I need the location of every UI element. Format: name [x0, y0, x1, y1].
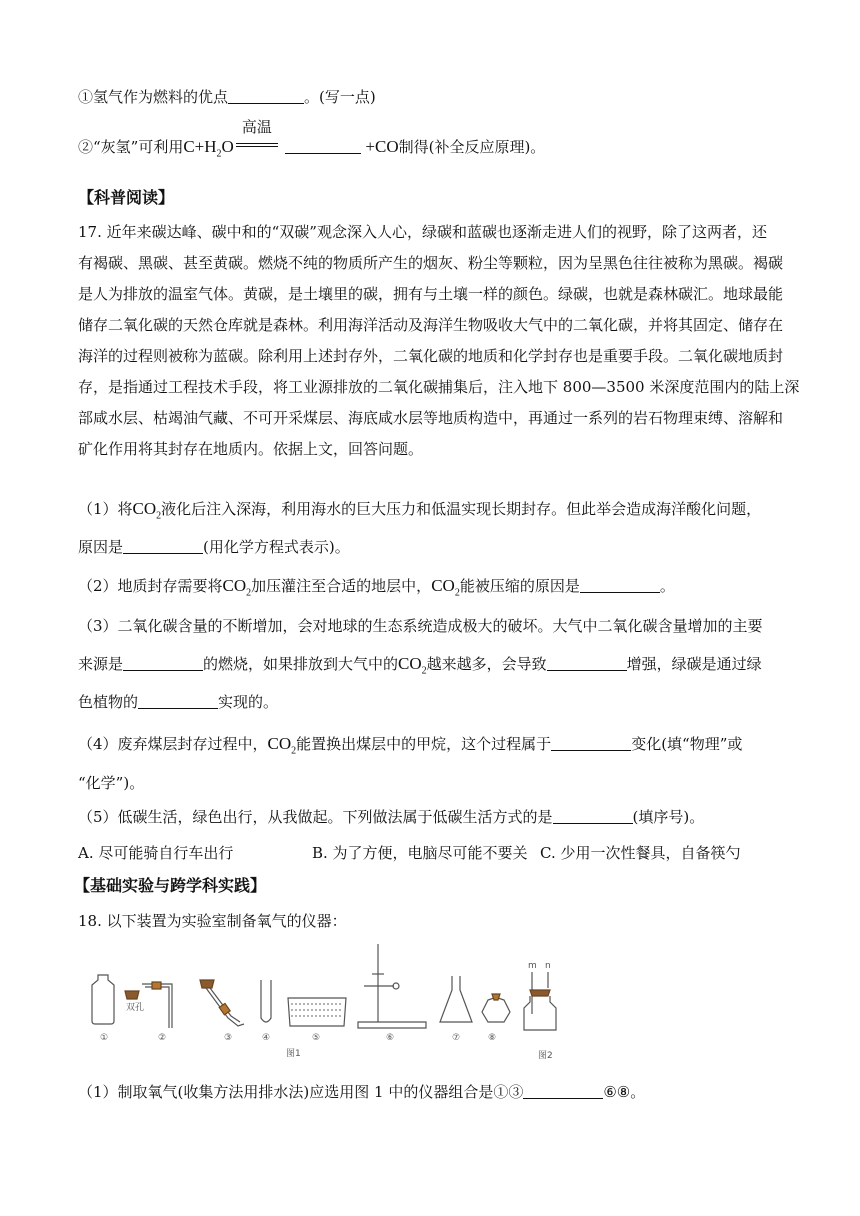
q16-item1-suffix: 。(写一点)	[304, 88, 376, 106]
tube-label-n: n	[545, 961, 551, 971]
paragraph-line: 部咸水层、枯竭油气藏、不可开采煤层、海底咸水层等地质构造中，再通过一系列的岩石物理束缚、溶解和	[78, 409, 784, 427]
formula-co2	[267, 734, 297, 757]
q17-sub1-cont	[78, 536, 788, 558]
answer-blank[interactable]	[285, 137, 361, 154]
q17-sub3: （3）二氧化碳含量的不断增加，会对地球的生态系统造成极大的破坏。大气中二氧化碳含量增加的主要	[78, 617, 763, 635]
delivery-tube-icon	[200, 980, 244, 1026]
paragraph-line: 有褐碳、黑碳、甚至黄碳。燃烧不纯的物质所产生的烟灰、粉尘等颗粒，因为呈黑色往往被称为黑碳。褐碳	[78, 254, 784, 272]
formula-text: CO	[398, 654, 422, 673]
q17-sub4	[78, 733, 788, 762]
answer-blank[interactable]	[123, 537, 203, 554]
paragraph-line: 存，是指通过工程技术手段，将工业源排放的二氧化碳捕集后，注入地下 800—3500 米深度范围内的陆上深	[78, 378, 800, 396]
q16-item2-suffix: 制得(补全反应原理)。	[398, 138, 546, 156]
q16-item1-text: ①氢气作为燃料的优点	[78, 88, 229, 106]
answer-blank[interactable]	[523, 1082, 603, 1099]
text: （4）废弃煤层封存过程中，	[78, 735, 268, 753]
q16-item2-text: ②“灰氢”可利用	[78, 138, 184, 156]
q17-sub5	[78, 806, 788, 828]
figure-label: ⑦	[452, 1033, 461, 1043]
q17-sub4-cont: “化学”)。	[78, 774, 145, 792]
text: 的燃烧，如果排放到大气中的	[203, 655, 399, 673]
gas-collection-bottle-icon	[524, 972, 556, 1030]
formula-co2	[431, 576, 460, 599]
answer-blank[interactable]	[138, 692, 218, 709]
answer-blank[interactable]	[580, 576, 660, 593]
section-heading-reading: 【科普阅读】	[78, 188, 175, 207]
q17-options	[78, 842, 788, 864]
reaction-product: +CO	[365, 137, 399, 156]
bottle-icon	[92, 975, 114, 1024]
answer-blank[interactable]	[551, 734, 631, 751]
text: 实现的。	[218, 693, 279, 711]
answer-blank[interactable]	[123, 654, 203, 671]
reactants-o: O	[221, 137, 234, 156]
figure-label: ⑤	[312, 1033, 321, 1043]
option-c[interactable]: C. 少用一次性餐具，自备筷勺	[540, 844, 741, 862]
formula-co2	[132, 499, 162, 522]
option-b[interactable]: B. 为了方便，电脑尽可能不要关	[312, 844, 528, 862]
apparatus-figure	[78, 936, 578, 1066]
text: 原因是	[78, 538, 124, 556]
text: 增强，绿碳是通过绿	[626, 655, 762, 673]
formula-text: CO	[431, 576, 455, 595]
text: 液化后注入深海，利用海水的巨大压力和低温实现长期封存。但此举会造成海洋酸化问题，	[161, 500, 762, 518]
reactants-subscript: 2	[216, 148, 222, 160]
figure-label: ②	[158, 1033, 167, 1043]
formula-text: CO	[267, 734, 292, 753]
text: 变化(填“物理”或	[631, 735, 743, 753]
formula-text: CO	[222, 576, 247, 595]
text: 。	[659, 577, 675, 595]
text: 加压灌注至合适的地层中，	[251, 577, 432, 595]
q17-sub1	[78, 498, 788, 527]
q18-sub1	[78, 1081, 788, 1103]
formula-co2	[398, 654, 427, 677]
formula-co2	[222, 576, 252, 599]
text: （1）将	[78, 500, 133, 518]
formula-subscript: 2	[421, 665, 427, 677]
reaction-arrow	[236, 118, 278, 156]
figure-caption-2: 图2	[538, 1051, 553, 1061]
formula-subscript: 2	[156, 510, 162, 522]
q16-item1	[78, 86, 788, 108]
text: 能被压缩的原因是	[459, 577, 580, 595]
figure-label: ③	[224, 1033, 233, 1043]
reaction-reactants	[183, 137, 234, 160]
text: （5）低碳生活，绿色出行，从我做起。下列做法属于低碳生活方式的是	[78, 808, 553, 826]
paragraph-line: 矿化作用将其封存在地质内。依据上文，回答问题。	[78, 440, 424, 458]
text: （1）制取氧气(收集方法用排水法)应选用图 1 中的仪器组合是①③	[78, 1083, 524, 1101]
text: 色植物的	[78, 693, 139, 711]
text: ⑥⑧。	[603, 1083, 646, 1101]
q18-intro: 18. 以下装置为实验室制备氧气的仪器：	[78, 912, 347, 930]
conical-flask-icon	[440, 976, 472, 1022]
paragraph-line: 是人为排放的温室气体。黄碳，是土壤里的碳，拥有与土壤一样的颜色。绿碳，也就是森林碳汇。地球最能	[78, 285, 784, 303]
answer-blank[interactable]	[553, 807, 633, 824]
figure-caption-1: 图1	[286, 1049, 301, 1059]
formula-subscript: 2	[291, 745, 297, 757]
figure-label: ⑥	[386, 1033, 395, 1043]
text: 越来越多，会导致	[426, 655, 547, 673]
paragraph-line: 海洋的过程则被称为蓝碳。除利用上述封存外，二氧化碳的地质和化学封存也是重要手段。二氧化碳地质封	[78, 347, 784, 365]
equals-bar-top	[236, 143, 278, 144]
test-tube-icon	[261, 980, 271, 1022]
iron-stand-icon	[358, 944, 426, 1028]
tube-label-m: m	[528, 961, 537, 971]
q16-item2	[78, 118, 788, 165]
text: (填序号)。	[632, 808, 705, 826]
figure-label: ⑧	[488, 1033, 497, 1043]
text: （2）地质封存需要将	[78, 577, 223, 595]
text: 能置换出煤层中的甲烷，这个过程属于	[296, 735, 552, 753]
double-hole-label: 双孔	[126, 1003, 145, 1013]
formula-subscript: 2	[454, 587, 460, 599]
paragraph-line: 储存二氧化碳的天然仓库就是森林。利用海洋活动及海洋生物吸收大气中的二氧化碳，并将其固定、储存在	[78, 316, 784, 334]
paragraph-line: 17. 近年来碳达峰、碳中和的“双碳”观念深入人心，绿碳和蓝碳也逐渐走进人们的视野，除了这两者，还	[78, 223, 767, 241]
answer-blank[interactable]	[547, 654, 627, 671]
reaction-condition: 高温	[241, 118, 272, 136]
equals-bar-bottom	[236, 146, 278, 147]
alcohol-lamp-icon	[482, 994, 510, 1022]
answer-blank[interactable]	[228, 87, 304, 104]
water-trough-icon	[288, 998, 346, 1026]
formula-subscript: 2	[246, 587, 252, 599]
section-heading-experiment: 【基础实验与跨学科实践】	[74, 876, 267, 895]
q17-sub2	[78, 575, 788, 604]
q17-sub3-cont2	[78, 691, 788, 713]
figure-label: ①	[100, 1033, 109, 1043]
formula-text: CO	[132, 499, 157, 518]
reactants-text: C+H	[183, 137, 217, 156]
q17-sub3-cont	[78, 653, 788, 682]
text: 来源是	[78, 655, 124, 673]
option-a[interactable]: A. 尽可能骑自行车出行	[78, 844, 234, 862]
figure-label: ④	[262, 1033, 271, 1043]
text: (用化学方程式表示)。	[203, 538, 350, 556]
